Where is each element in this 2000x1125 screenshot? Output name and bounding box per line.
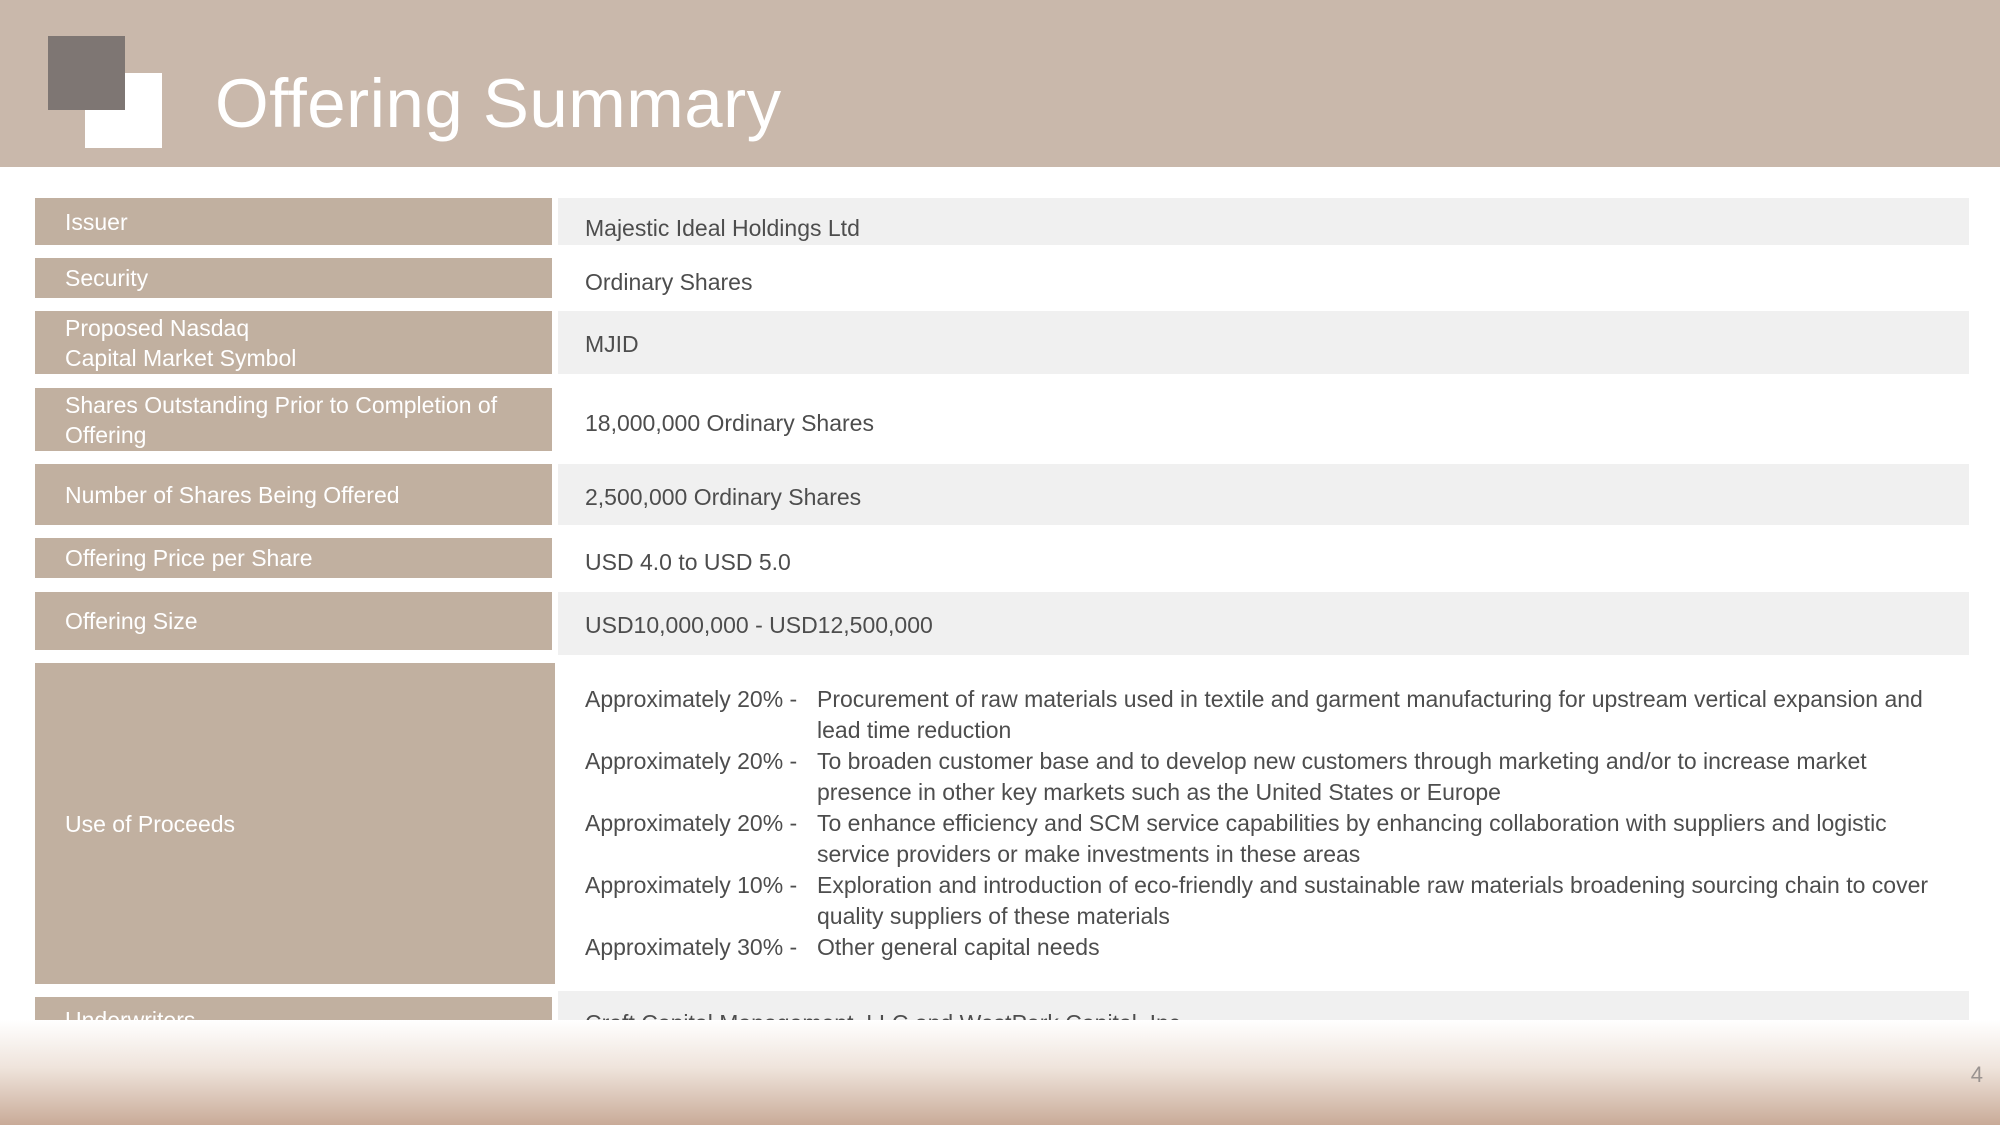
label-shares-offered xyxy=(35,464,552,525)
slide-title: Offering Summary xyxy=(215,65,782,142)
proceeds-description: Exploration and introduction of eco-friendly and sustainable raw materials broadening sourcing chain to cover quality suppliers of these materials xyxy=(817,872,1929,929)
value-security-text: Ordinary Shares xyxy=(585,268,753,295)
page-number: 4 xyxy=(1970,1062,1983,1087)
value-offering-price-text: USD 4.0 to USD 5.0 xyxy=(585,548,791,575)
list-item xyxy=(585,808,1949,870)
label-offering-size-text: Offering Size xyxy=(65,608,198,634)
label-shares-outstanding xyxy=(35,388,552,451)
proceeds-percent: Approximately 10% - xyxy=(585,872,798,898)
value-shares-offered-text: 2,500,000 Ordinary Shares xyxy=(585,484,862,510)
bottom-gradient-band xyxy=(0,1020,2000,1125)
list-item xyxy=(585,684,1949,746)
value-symbol-text: MJID xyxy=(585,331,639,357)
value-shares-outstanding-text: 18,000,000 Ordinary Shares xyxy=(585,410,874,436)
value-offering-size-text: USD10,000,000 - USD12,500,000 xyxy=(585,612,933,638)
value-shares-outstanding xyxy=(558,388,1969,451)
label-offering-price xyxy=(35,538,552,578)
list-item xyxy=(585,870,1949,932)
label-symbol-line1: Proposed Nasdaq xyxy=(65,314,250,341)
value-symbol xyxy=(558,311,1969,374)
label-use-of-proceeds-text: Use of Proceeds xyxy=(65,810,236,837)
proceeds-percent: Approximately 20% - xyxy=(585,686,798,712)
proceeds-description: Other general capital needs xyxy=(817,934,1100,960)
label-shares-offered-text: Number of Shares Being Offered xyxy=(65,481,400,508)
label-security-text: Security xyxy=(65,265,149,291)
proceeds-percent: Approximately 30% - xyxy=(585,934,798,960)
proceeds-percent: Approximately 20% - xyxy=(585,810,798,836)
value-offering-price xyxy=(558,538,1969,578)
list-item xyxy=(585,746,1949,808)
label-use-of-proceeds xyxy=(35,663,555,984)
value-issuer xyxy=(558,198,1969,245)
label-security xyxy=(35,258,552,298)
value-use-of-proceeds xyxy=(558,663,1969,984)
label-symbol xyxy=(35,311,552,374)
proceeds-percent: Approximately 20% - xyxy=(585,748,798,774)
header-band xyxy=(0,0,2000,167)
label-symbol-line2: Capital Market Symbol xyxy=(65,344,297,371)
label-offering-size xyxy=(35,592,552,650)
label-shares-outstanding-text: Shares Outstanding Prior to Completion of Offering xyxy=(65,391,498,448)
label-issuer xyxy=(35,198,552,245)
list-item xyxy=(585,932,1949,963)
logo-square-front xyxy=(48,36,125,110)
value-issuer-text: Majestic Ideal Holdings Ltd xyxy=(585,215,860,241)
proceeds-description: To broaden customer base and to develop new customers through marketing and/or to increase market presence in other key markets such as the United States or Europe xyxy=(817,748,1867,805)
use-of-proceeds-list xyxy=(585,684,1949,963)
label-issuer-text: Issuer xyxy=(65,208,128,235)
proceeds-description: To enhance efficiency and SCM service capabilities by enhancing collaboration with suppliers and logistic service providers or make investments in these areas xyxy=(817,810,1887,867)
label-offering-price-text: Offering Price per Share xyxy=(65,545,313,571)
value-shares-offered xyxy=(558,464,1969,525)
value-security xyxy=(558,258,1969,298)
value-offering-size xyxy=(558,592,1969,655)
proceeds-description: Procurement of raw materials used in textile and garment manufacturing for upstream vertical expansion and lead time reduction xyxy=(817,686,1923,743)
